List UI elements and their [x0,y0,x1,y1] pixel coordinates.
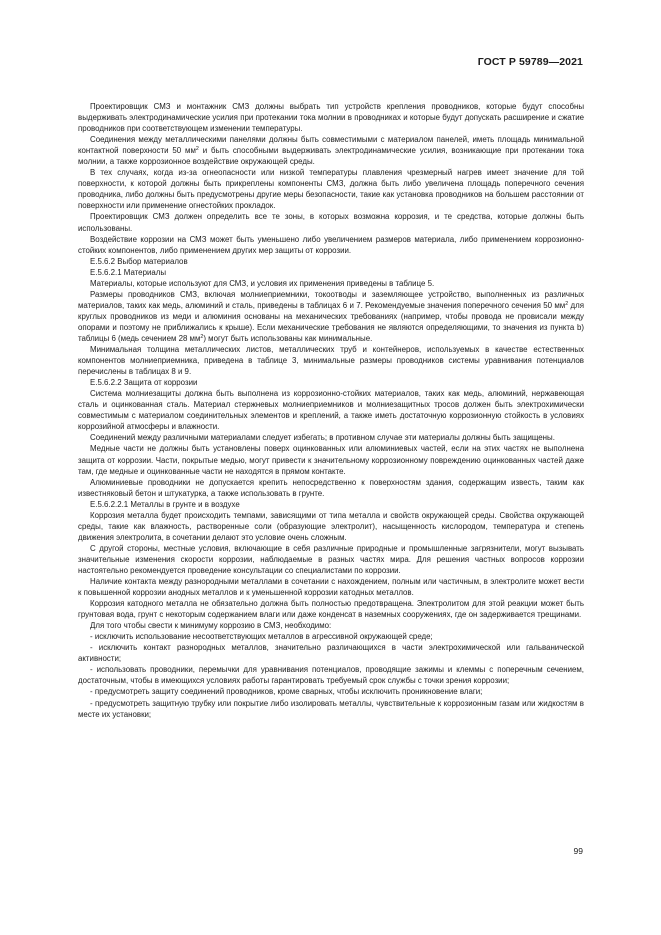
superscript: 2 [565,300,569,307]
paragraph-text: для круглых проводников из меди и алюминия основаны на механических требованиях (например, чтобы провода не провисали между опорами и поэтому не приближались к крыше). Если механические требования не являются определяющими, то значения из пункта b) таблицы 6 (медь сечением 28 мм [78,300,584,343]
list-item: - использовать проводники, перемычки для уравнивания потенциалов, проводящие зажимы и клеммы с поперечным сечением, достаточным, чтобы в имеющихся условиях работы гарантировать требуемый срок службы с точки зрения коррозии; [78,665,584,686]
paragraph: Материалы, которые используют для СМЗ, и условия их применения приведены в таблице 5. [90,278,435,288]
paragraph: Минимальная толщина металлических листов, металлических труб и контейнеров, используемых в качестве естественных компонентов молниеприемника, приведена в таблице 3, минимальные размеры проводников системы уравнивания потенциалов перечислены в таблицах 8 и 9. [78,345,584,377]
document-body [78,101,584,720]
paragraph: Коррозия металла будет происходить темпами, зависящими от типа металла и свойств окружающей среды. Свойства окружающей среды, такие как влажность, растворенные соли (образующие электролит), насыщенность кислородом, температура и степень движения электролита, в сочетании делают это условие очень сложным. [78,510,584,542]
paragraph: Воздействие коррозии на СМЗ может быть уменьшено либо увеличением размеров материала, либо применением коррозионно-стойких компонентов, либо применением других мер защиты от коррозии. [78,234,584,255]
paragraph [78,289,584,344]
paragraph-text: и быть способными выдерживать электродинамические усилия, возникающие при протекании тока молнии, а также коррозионное воздействие окружающей среды. [78,146,585,167]
document-code: ГОСТ Р 59789—2021 [477,56,583,68]
paragraph: С другой стороны, местные условия, включающие в себя различные природные и промышленные загрязнители, могут вызывать значительные изменения скорости коррозии, наблюдаемые в разных частях мира. Для решения частных вопросов коррозии настоятельно рекомендуется проведение консультации со специалистами по коррозии. [78,543,584,575]
paragraph-text: ) могут быть использованы как минимальные. [203,333,373,343]
paragraph: Проектировщик СМЗ должен определить все те зоны, в которых возможна коррозия, и те средства, которые должны быть использованы. [78,212,584,233]
section-heading: Е.5.6.2.1 Материалы [90,267,167,277]
list-item: - предусмотреть защиту соединений проводников, кроме сварных, чтобы исключить проникновение влаги; [90,687,483,697]
list-item: - исключить использование несоответствующих металлов в агрессивной окружающей среде; [90,632,433,642]
paragraph-text: Размеры проводников СМЗ, включая молниеприемники, токоотводы и заземляющее устройство, выполненных из различных материалов, таких как медь, алюминий и сталь, приведены в таблицах 6 и 7. Рекомендуемые значения поперечного сечения 50 мм [78,289,584,310]
paragraph: Для того чтобы свести к минимуму коррозию в СМЗ, необходимо: [90,621,332,631]
section-heading: Е.5.6.2 Выбор материалов [90,256,188,266]
paragraph: Соединений между различными материалами следует избегать; в противном случае эти материалы должны быть защищены. [90,433,555,443]
paragraph: В тех случаях, когда из-за огнеопасности или низкой температуры плавления чрезмерный нагрев имеет значение для той поверхности, к которой должны быть прикреплены компоненты СМЗ, должна быть либо увеличена площадь поперечного сечения проводника, либо должны быть предусмотрены другие меры безопасности, такие как установка проводников на большем расстоянии от поверхности или применение огнестойких прокладок. [78,168,584,211]
paragraph: Коррозия катодного металла не обязательно должна быть полностью предотвращена. Электролитом для этой реакции может быть грунтовая вода, грунт с некоторым содержанием влаги или даже конденсат в наземных сооружениях, где он задерживается трещинами. [78,599,584,620]
paragraph-text: Соединения между металлическими панелями должны быть совместимыми с материалом панелей, иметь площадь минимальной контактной поверхности 50 мм [78,135,584,156]
page-number: 99 [573,846,583,856]
paragraph: Проектировщик СМЗ и монтажник СМЗ должны выбрать тип устройств крепления проводников, которые будут способны выдерживать электродинамические усилия при протекании тока молнии в проводниках и которые будут допускать расширение и сжатие проводников при соответствующем изменении температуры. [78,102,584,134]
superscript: 2 [195,146,199,153]
paragraph: Алюминиевые проводники не допускается крепить непосредственно к поверхностям здания, содержащим известь, таким как известняковый бетон и штукатурка, а также использовать в грунте. [78,477,584,498]
list-item: - исключить контакт разнородных металлов, значительно различающихся в части электрохимической или гальванической активности; [78,643,584,664]
paragraph: Система молниезащиты должна быть выполнена из коррозионно-стойких материалов, таких как медь, алюминий, нержавеющая сталь и оцинкованная сталь. Материал стержневых молниеприемников и молниезащитных тросов должен быть электрохимически совместимым с материалом соединительных элементов и креплений, а также иметь достаточную коррозионную стойкость в условиях коррозийной атмосферы и влажности. [78,389,584,432]
section-heading: Е.5.6.2.2.1 Металлы в грунте и в воздухе [90,499,240,509]
paragraph: Наличие контакта между разнородными металлами в сочетании с нахождением, полным или частичным, в электролите может вести к повышенной коррозии анодных металлов и к уменьшенной коррозии катодных металлов. [78,577,584,598]
section-heading: Е.5.6.2.2 Защита от коррозии [90,378,198,388]
paragraph: Медные части не должны быть установлены поверх оцинкованных или алюминиевых частей, если на этих частях не выполнена защита от коррозии. Части, покрытые медью, могут привести к значительному коррозионному повреждению оцинкованных частей даже там, где медные и оцинкованные части не находятся в прямом контакте. [78,444,584,476]
superscript: 2 [200,333,204,340]
paragraph [78,134,584,167]
list-item: - предусмотреть защитную трубку или покрытие либо изолировать металлы, чувствительные к коррозионным газам или жидкостям в месте их установки; [78,698,584,719]
